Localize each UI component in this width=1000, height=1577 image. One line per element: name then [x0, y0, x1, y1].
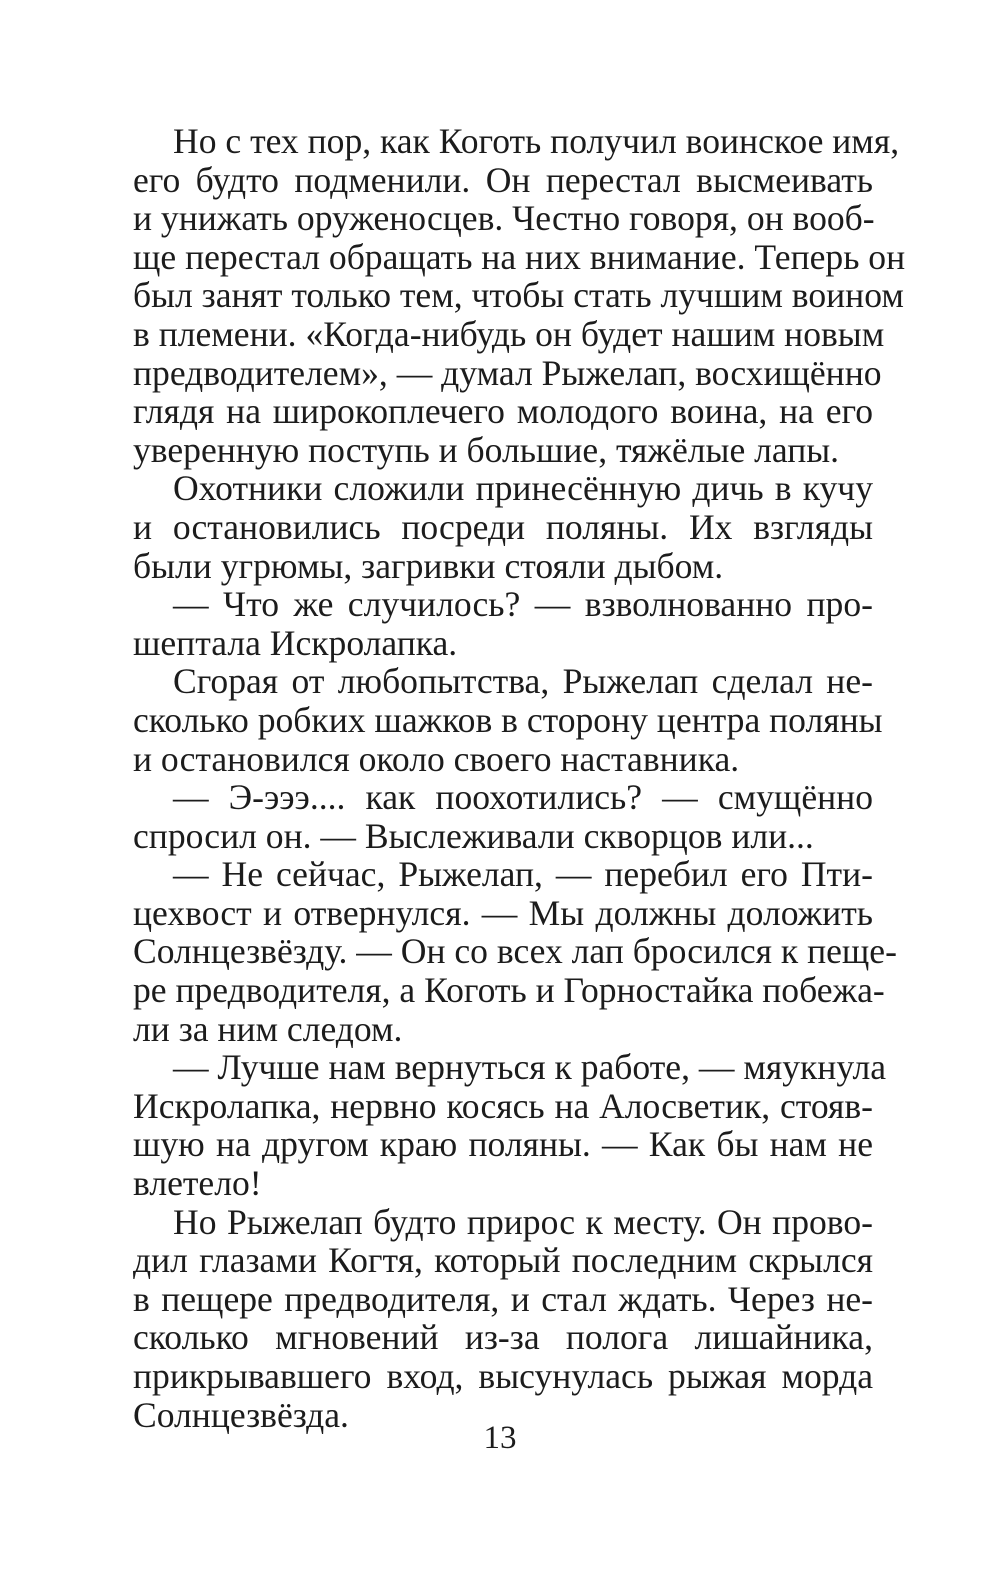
text-line: Сгорая от любопытства, Рыжелап сделал не- [173, 661, 873, 702]
text-line: ре предводителя, а Коготь и Горностайка побежа- [133, 970, 885, 1011]
paragraph [133, 778, 873, 855]
paragraph [133, 469, 873, 585]
text-line: в племени. «Когда-нибудь он будет нашим новым [133, 313, 885, 354]
text-line: сколько мгновений из-за полога лишайника, [133, 1317, 873, 1358]
text-line: прикрывавшего вход, высунулась рыжая морда [133, 1356, 873, 1396]
text-line: и унижать оруженосцев. Честно говоря, он вооб- [133, 198, 875, 239]
text-line: влетело! [133, 1163, 262, 1204]
text-line: глядя на широкоплечего молодого воина, на его [133, 391, 873, 432]
text-line: и остановились посреди поляны. Их взгляды [133, 506, 873, 547]
text-line: уверенную поступь и большие, тяжёлые лапы. [133, 429, 840, 470]
paragraph [133, 585, 873, 662]
paragraph [133, 1047, 887, 1204]
text-line: были угрюмы, загривки стояли дыбом. [133, 545, 724, 586]
text-line: спросил он. — Выслеживали скворцов или... [133, 815, 814, 856]
text-line: Солнцезвёзду. — Он со всех лап бросился к пеще- [133, 931, 897, 972]
paragraph [133, 661, 883, 779]
text-line: ще перестал обращать на них внимание. Теперь он [133, 236, 906, 277]
text-line: шую на другом краю поляны. — Как бы нам не [133, 1124, 873, 1165]
paragraph [133, 121, 906, 470]
text-line: ли за ним следом. [133, 1008, 403, 1049]
text-line: шептала Искролапка. [133, 622, 458, 663]
text-line: — Не сейчас, Рыжелап, — перебил его Пти- [173, 854, 873, 895]
paragraph [133, 1203, 873, 1435]
text-line: Искролапка, нервно косясь на Алосветик, стояв- [133, 1085, 873, 1126]
text-line: его будто подменили. Он перестал высмеивать [133, 159, 873, 200]
text-line: — Э-эээ.... как поохотились? — смущённо [173, 777, 873, 818]
text-line: дил глазами Когтя, который последним скрылся [133, 1240, 873, 1281]
text-line: Охотники сложили принесённую дичь в кучу [173, 468, 873, 509]
text-line: цехвост и отвернулся. — Мы должны доложить [133, 892, 873, 933]
text-line: был занят только тем, чтобы стать лучшим воином [133, 275, 904, 316]
text-line: Но с тех пор, как Коготь получил воинское имя, [173, 121, 900, 161]
text-line: сколько робких шажков в сторону центра поляны [133, 699, 883, 740]
text-line: и остановился около своего наставника. [133, 738, 740, 779]
page-number: 13 [483, 1420, 517, 1456]
body-text [133, 121, 906, 1435]
text-line: — Лучше нам вернуться к работе, — мяукнула [173, 1047, 887, 1088]
text-line: Но Рыжелап будто прирос к месту. Он прово- [173, 1201, 873, 1242]
text-line: предводителем», — думал Рыжелап, восхищённо [133, 352, 882, 393]
text-line: в пещере предводителя, и стал ждать. Через не- [133, 1278, 873, 1319]
paragraph [133, 854, 897, 1049]
text-line: — Что же случилось? — взволнованно про- [173, 584, 873, 625]
text-line: Солнцезвёзда. [133, 1394, 349, 1435]
